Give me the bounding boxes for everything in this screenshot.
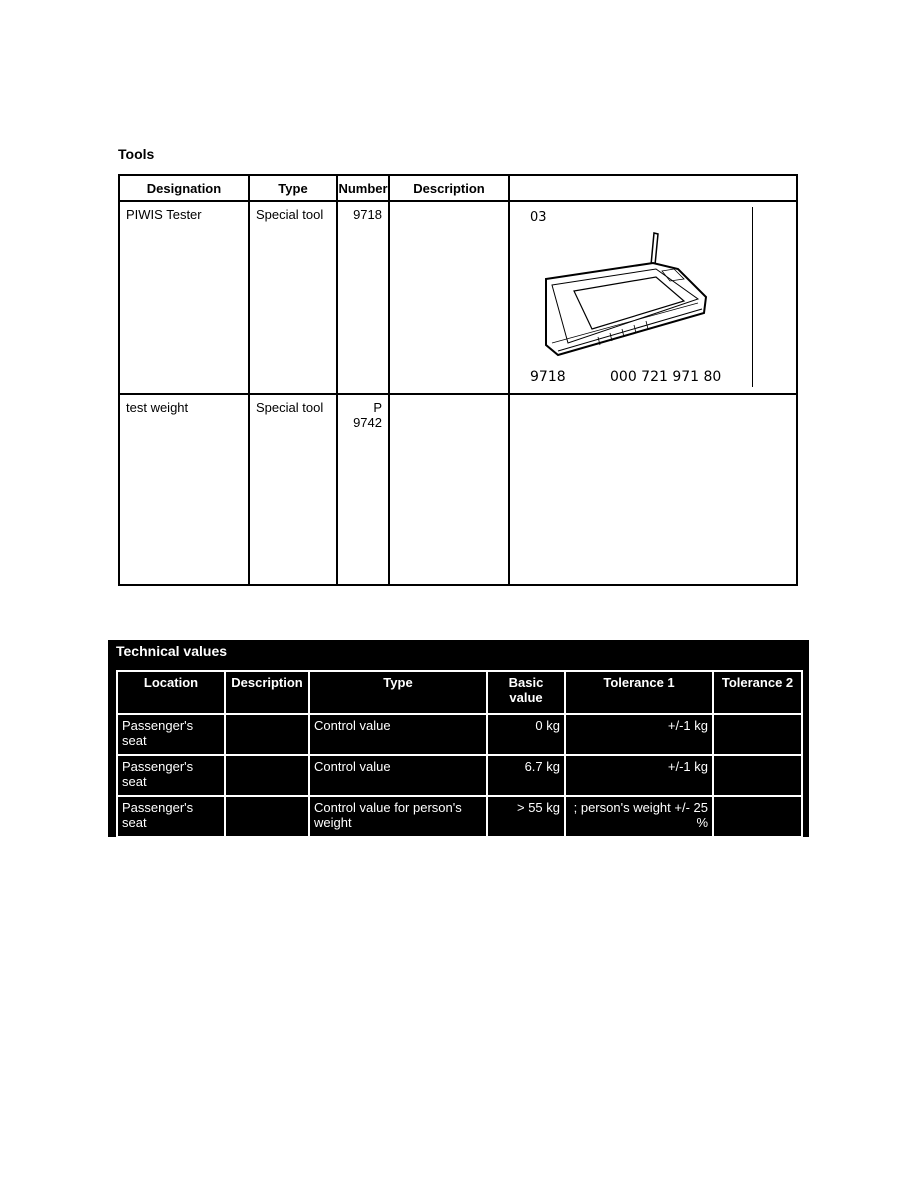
table-row <box>119 201 797 394</box>
header-image <box>509 175 797 201</box>
cell-type: Control value <box>309 714 487 755</box>
table-row <box>117 796 802 837</box>
cell-description <box>225 714 309 755</box>
cell-description <box>225 796 309 837</box>
cell-type: Special tool <box>249 394 337 585</box>
technical-values-table <box>116 670 803 838</box>
table-row <box>117 714 802 755</box>
header-designation: Designation <box>119 175 249 201</box>
cell-description <box>225 755 309 796</box>
cell-tolerance-2 <box>713 714 802 755</box>
cell-designation: PIWIS Tester <box>119 201 249 394</box>
image-tool-number: 9718 <box>530 369 566 385</box>
tools-heading: Tools <box>118 146 155 162</box>
cell-tolerance-1: +/-1 kg <box>565 714 713 755</box>
cell-type: Control value <box>309 755 487 796</box>
header-type: Type <box>309 671 487 714</box>
cell-number: P 9742 <box>337 394 389 585</box>
header-tolerance-2: Tolerance 2 <box>713 671 802 714</box>
cell-description <box>389 394 509 585</box>
tv-header-row <box>117 671 802 714</box>
cell-image <box>509 394 797 585</box>
cell-tolerance-2 <box>713 755 802 796</box>
cell-location: Passenger's seat <box>117 714 225 755</box>
header-description: Description <box>225 671 309 714</box>
cell-description <box>389 201 509 394</box>
header-location: Location <box>117 671 225 714</box>
cell-image <box>509 201 797 394</box>
technical-values-heading: Technical values <box>116 643 228 659</box>
technical-values-panel <box>108 640 809 837</box>
cell-location: Passenger's seat <box>117 796 225 837</box>
cell-designation: test weight <box>119 394 249 585</box>
header-type: Type <box>249 175 337 201</box>
cell-basic-value: 0 kg <box>487 714 565 755</box>
tool-image <box>516 207 753 387</box>
cell-tolerance-1: ; person's weight +/- 25 % <box>565 796 713 837</box>
image-code: 03 <box>530 210 547 225</box>
header-number: Number <box>337 175 389 201</box>
tools-table <box>118 174 798 586</box>
cell-type: Special tool <box>249 201 337 394</box>
header-description: Description <box>389 175 509 201</box>
tools-header-row <box>119 175 797 201</box>
cell-number: 9718 <box>337 201 389 394</box>
table-row <box>117 755 802 796</box>
piwis-tester-icon <box>538 225 718 365</box>
header-tolerance-1: Tolerance 1 <box>565 671 713 714</box>
header-basic-value: Basic value <box>487 671 565 714</box>
cell-tolerance-1: +/-1 kg <box>565 755 713 796</box>
cell-basic-value: 6.7 kg <box>487 755 565 796</box>
cell-type: Control value for person's weight <box>309 796 487 837</box>
cell-location: Passenger's seat <box>117 755 225 796</box>
cell-tolerance-2 <box>713 796 802 837</box>
table-row <box>119 394 797 585</box>
cell-basic-value: > 55 kg <box>487 796 565 837</box>
image-part-number: 000 721 971 80 <box>610 369 722 385</box>
